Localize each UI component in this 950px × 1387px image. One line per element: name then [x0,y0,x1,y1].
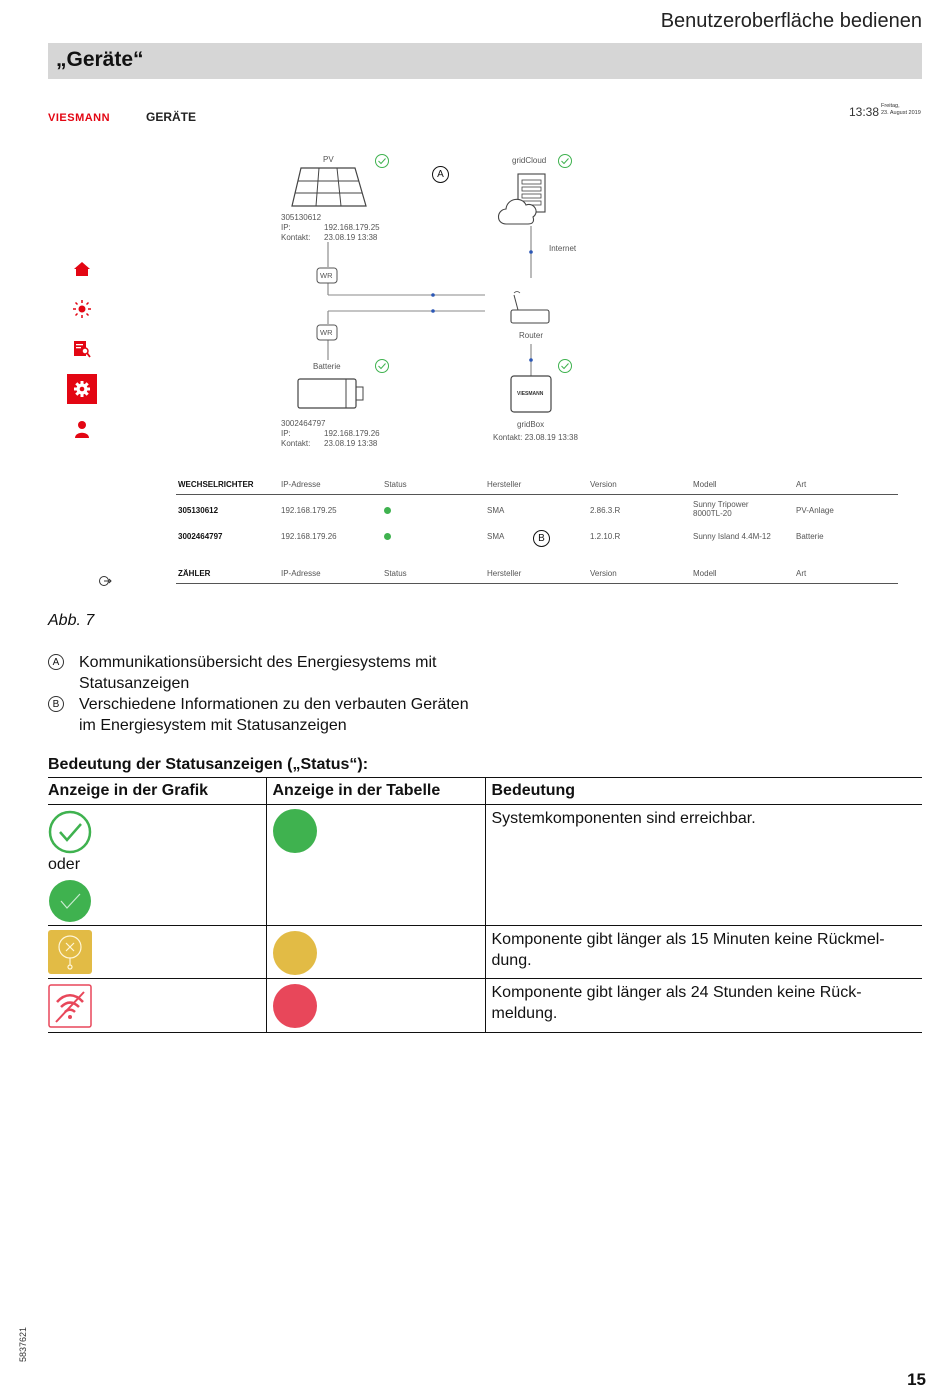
row2-type: Batterie [796,532,824,541]
legend-mark-a: A [48,654,64,670]
wr-header-5: Modell [693,480,717,489]
status-heading: Bedeutung der Statusanzeigen („Status“): [48,756,369,773]
wr-header-2: Status [384,480,407,489]
section-bar [48,43,922,79]
meter-header-6: Art [796,569,807,578]
row2-id[interactable]: 3002464797 [178,532,223,541]
pv-contact: 23.08.19 13:38 [324,233,378,242]
router-label: Router [519,331,544,340]
callout-a: A [432,166,449,183]
status-row-ok [48,805,922,926]
status-table [48,777,922,1033]
gridcloud-label: gridCloud [512,156,547,165]
callout-b: B [533,530,550,547]
row2-status-dot [384,533,391,540]
meter-header-1: IP-Adresse [281,569,321,578]
wr2-label: WR [320,328,333,337]
wr1-label: WR [320,271,333,280]
meter-header-5: Modell [693,569,717,578]
meaning-error: Komponente gibt länger als 24 Stunden keine Rück-meldung. [491,984,862,1022]
row1-version: 2.86.3.R [590,506,621,515]
row2-version: 1.2.10.R [590,532,621,541]
screen-title: GERÄTE [146,110,197,124]
status-header-table: Anzeige in der Tabelle [266,778,485,805]
wr-header-3: Hersteller [487,480,522,489]
figure-caption: Abb. 7 [48,612,95,629]
gridbox-label: gridBox [517,420,545,429]
pv-contact-label: Kontakt: [281,233,311,242]
wr-header-6: Art [796,480,807,489]
pv-label: PV [323,155,334,164]
row1-id[interactable]: 305130612 [178,506,219,515]
chapter-title: Benutzeroberfläche bedienen [660,10,922,32]
battery-label: Batterie [313,362,341,371]
battery-ip-label: IP: [281,429,291,438]
row1-status-dot [384,507,391,514]
battery-contact-label: Kontakt: [281,439,311,448]
status-row-error [48,979,922,1033]
status-header-meaning: Bedeutung [485,778,922,805]
row1-ip: 192.168.179.25 [281,506,337,515]
status-row-warning [48,926,922,979]
document-number: 5837621 [18,1326,28,1362]
page-number: 15 [907,1370,926,1387]
wr-header-0: WECHSELRICHTER [178,480,254,489]
table-divider [176,494,898,495]
meter-header-2: Status [384,569,407,578]
status-dot-red [273,984,317,1028]
legend-item-a [48,652,548,694]
gridbox-contact: Kontakt: 23.08.19 13:38 [493,433,578,442]
battery-serial: 3002464797 [281,419,326,428]
meaning-warning: Komponente gibt länger als 15 Minuten keine Rückmel-dung. [491,931,885,969]
timeout-warning-icon [48,930,92,974]
row1-model-2: 8000TL-20 [693,509,732,518]
battery-contact: 23.08.19 13:38 [324,439,378,448]
wr-header-1: IP-Adresse [281,480,321,489]
pv-serial: 305130612 [281,213,322,222]
legend-text-b: Verschiedene Informationen zu den verbauten Geräten im Energiesystem mit Statusanzeigen [79,696,469,734]
meter-header-4: Version [590,569,617,578]
meter-header-3: Hersteller [487,569,522,578]
row2-maker: SMA [487,532,505,541]
legend-text-a: Kommunikationsübersicht des Energiesystems mit Statusanzeigen [79,654,437,692]
or-label: oder [48,856,81,873]
row2-ip: 192.168.179.26 [281,532,337,541]
section-title: „Geräte“ [56,48,144,71]
clock: 13:38 [849,105,880,119]
row1-maker: SMA [487,506,505,515]
devices-screenshot [48,92,922,597]
wr-header-4: Version [590,480,617,489]
date-display: Freitag, 23. August 2019 [881,103,921,116]
table-divider [176,583,898,584]
viessmann-logo: VIESMANN [48,112,111,124]
legend-item-b [48,694,548,736]
meter-header-0: ZÄHLER [178,569,211,578]
row1-type: PV-Anlage [796,506,834,515]
check-filled-icon [48,879,94,925]
status-header-graphic: Anzeige in der Grafik [48,778,266,805]
status-dot-yellow [273,931,317,975]
meaning-ok: Systemkomponenten sind erreichbar. [491,810,756,827]
no-signal-icon [48,984,92,1028]
row2-model: Sunny Island 4.4M-12 [693,532,771,541]
gridbox-logo: VIESMANN [517,391,544,397]
row1-model-1: Sunny Tripower [693,500,749,509]
device-table [48,92,922,597]
status-dot-green [273,809,317,853]
battery-ip: 192.168.179.26 [324,429,380,438]
check-outline-icon [48,810,94,856]
internet-label: Internet [549,244,577,253]
pv-ip: 192.168.179.25 [324,223,380,232]
pv-ip-label: IP: [281,223,291,232]
legend-mark-b: B [48,696,64,712]
